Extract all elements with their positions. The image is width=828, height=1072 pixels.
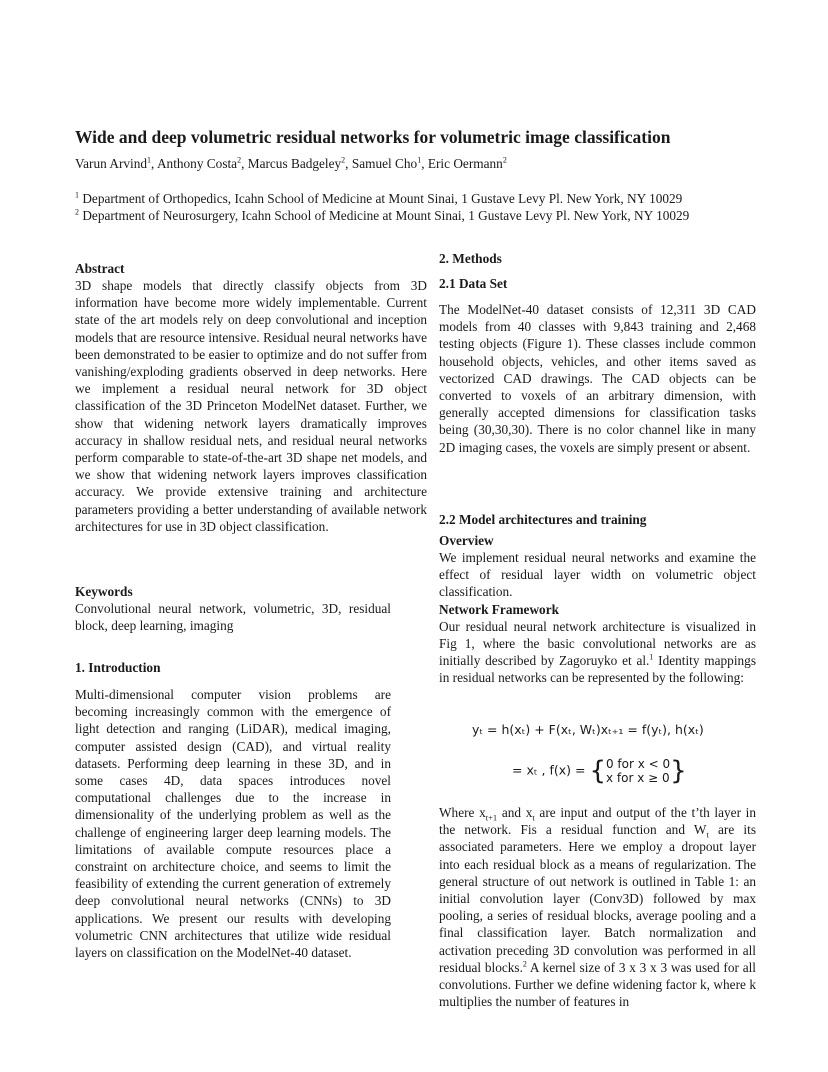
author-affil-mark: 1	[417, 155, 422, 165]
author-name: Marcus Badgeley	[247, 156, 342, 171]
dataset-text: The ModelNet-40 dataset consists of 12,311 3D CAD models from 40 classes with 9,843 training and 2,468 testing objects (Figure 1). These classes include common household objects, vehicles, and other items saved as vectorized CAD drawings. The CAD objects can be converted to voxels of an arbitrary dimension, with generally accepted dimensions for classification tasks being (30,30,30). There is no color channel like in many 2D imaging cases, the voxels are simply present or absent.	[439, 302, 756, 455]
author-list	[75, 155, 507, 172]
keywords-text: Convolutional neural network, volumetric, 3D, residual block, deep learning, imaging	[75, 601, 391, 634]
introduction-heading: 1. Introduction	[75, 660, 161, 675]
author-affil-mark: 2	[502, 155, 507, 165]
author-separator: ,	[241, 156, 248, 171]
author-name: Samuel Cho	[351, 156, 418, 171]
author-name: Anthony Costa	[156, 156, 238, 171]
dataset-heading: 2.1 Data Set	[439, 276, 508, 291]
equation-lhs: = xₜ , f(x) =	[512, 762, 586, 778]
desc-text-b: and x	[497, 805, 533, 820]
network-description-text	[439, 804, 756, 1010]
subscript: t	[706, 829, 709, 840]
introduction-text: Multi-dimensional computer vision problems are becoming increasingly common with the emergence of light detection and ranging (LiDAR), medical imaging, computer assisted design (CAD), and virtual reality datasets. Performing deep learning in these 3D, and in some cases 4D, data spaces introduces novel computational challenges due to the increase in dimensionality of the underlying problem as well as the challenge of engineering larger deep learning models. The limitations of available compute resources place a constraint on architecture choice, and seems to limit the feasibility of extending the current generation of extremely deep convolutional neural networks (CNNs) to 3D applications. We present our results with developing volumetric CNN architectures that utilize wide residual layers on classification on the ModelNet-40 dataset.	[75, 687, 391, 961]
architecture-heading: 2.2 Model architectures and training	[439, 512, 647, 527]
abstract-heading: Abstract	[75, 261, 125, 276]
affiliation-1	[75, 190, 682, 207]
desc-text-e: A kernel size of 3 x 3 x 3 was used for all convolutions. Further we define widening factor k, where k multiplies the number of features in	[439, 959, 756, 1010]
right-brace: }	[670, 756, 687, 786]
framework-text-a: Our residual neural network architecture is visualized in Fig 1, where the basic convolutional networks are as initially described by Zagoruyko et al.	[439, 618, 756, 669]
equation-case-2: x for x ≥ 0	[605, 771, 670, 785]
framework-text	[439, 618, 756, 687]
author-separator: ,	[345, 156, 352, 171]
author-separator: ,	[421, 156, 428, 171]
desc-text-d: are its associated parameters. Here we employ a dropout layer into each residual block as a means of regularization. The general structure of out network is outlined in Table 1: an initial convolution layer (Conv3D) followed by max pooling, a series of residual blocks, average pooling and a final classification layer. Batch normalization and activation preceding 3D convolution was performed in all residual blocks.	[439, 822, 756, 975]
citation-mark: 2	[522, 959, 527, 969]
author-name: Varun Arvind	[75, 156, 148, 171]
overview-text: We implement residual neural networks and examine the effect of residual layer width on volumetric object classification.	[439, 550, 756, 600]
author-affil-mark: 2	[237, 155, 242, 165]
author-name: Eric Oermann	[427, 156, 503, 171]
affil-mark: 1	[75, 190, 79, 200]
equation-identity-mapping: yₜ = h(xₜ) + F(xₜ, Wₜ)xₜ₊₁ = f(yₜ), h(xₜ)	[472, 722, 704, 737]
methods-section	[439, 250, 756, 456]
methods-heading: 2. Methods	[439, 251, 502, 266]
affiliation-2	[75, 207, 689, 224]
introduction-section	[75, 659, 391, 961]
author-separator: ,	[151, 156, 157, 171]
affil-mark: 2	[75, 207, 79, 217]
equation-relu	[512, 757, 687, 785]
subscript: t+1	[485, 812, 498, 823]
equation-case-1: 0 for x < 0	[605, 757, 671, 771]
affil-text: Department of Neurosurgery, Icahn School of Medicine at Mount Sinai, 1 Gustave Levy Pl. New York, NY 10029	[82, 208, 690, 223]
author-affil-mark: 1	[147, 155, 152, 165]
network-description-section	[439, 804, 756, 1010]
keywords-heading: Keywords	[75, 584, 133, 599]
overview-heading: Overview	[439, 533, 494, 548]
framework-heading: Network Framework	[439, 601, 560, 617]
subscript: t	[532, 812, 535, 823]
abstract-text: 3D shape models that directly classify objects from 3D information have become more widely implementable. Current state of the art models rely on deep convolutional and inception models that are resource intensive. Residual neural networks have been demonstrated to be easier to optimize and do not suffer from vanishing/exploding gradients observed in deep networks. Here we implement a residual neural network for 3D object classification of the 3D Princeton ModelNet dataset. Further, we show that widening network layers dramatically improves accuracy in shallow residual nets, and residual neural networks perform comparable to state-of-the-art 3D shape net models, and we show that widening network layers improves classification accuracy. We provide extensive training and architecture parameters providing a better understanding of available network architectures for use in 3D object classification.	[75, 278, 427, 534]
paper-title: Wide and deep volumetric residual networks for volumetric image classification	[75, 127, 671, 147]
desc-text-c: are input and output of the t’th layer in the network. Fis a residual function and W	[439, 805, 757, 838]
keywords-section	[75, 583, 427, 634]
abstract-section	[75, 260, 427, 535]
citation-mark: 1	[649, 652, 654, 662]
author-affil-mark: 2	[341, 155, 346, 165]
architecture-section	[439, 511, 756, 686]
framework-text-b: Identity mappings in residual networks can be represented by the following:	[439, 653, 756, 686]
desc-text-a: Where x	[439, 805, 486, 820]
equation-cases	[606, 757, 670, 785]
left-brace: {	[589, 756, 606, 786]
affil-text: Department of Orthopedics, Icahn School of Medicine at Mount Sinai, 1 Gustave Levy Pl. New York, NY 10029	[82, 191, 683, 206]
